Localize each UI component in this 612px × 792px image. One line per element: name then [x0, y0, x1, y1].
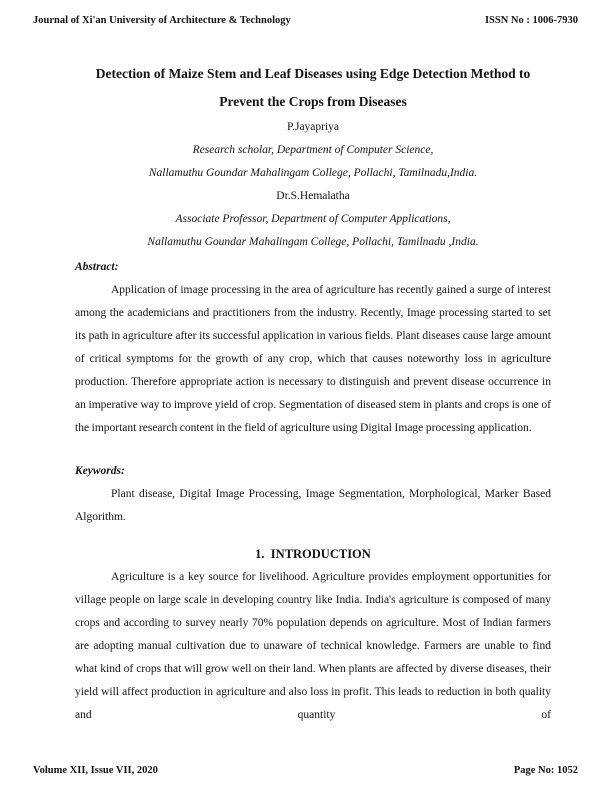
abstract-heading: Abstract: [75, 261, 119, 273]
page-footer [33, 765, 578, 776]
paper-title-line-2: Prevent the Crops from Diseases [219, 94, 407, 109]
author-affiliation-1: Nallamuthu Goundar Mahalingam College, Pollachi, Tamilnadu,India. [148, 167, 478, 179]
paper-title [75, 60, 551, 116]
author-affiliation-2: Nallamuthu Goundar Mahalingam College, Pollachi, Tamilnadu ,India. [147, 236, 479, 248]
issn-number: ISSN No : 1006-7930 [484, 15, 578, 26]
author-role-2: Associate Professor, Department of Computer Applications, [175, 213, 451, 225]
introduction-text: Agriculture is a key source for livelihood. Agriculture provides employment opportunities for village people on large scale in developing country like India. India's agriculture is composed of many crops and according to survey nearly 70% population depends on agriculture. Most of Indian farmers are adopting manual cultivation due to unaware of technical knowledge. Farmers are unable to find what kind of crops that will grow well on their land. When plants are affected by diverse diseases, their yield will affect production in agriculture and also loss in profit. This leads to reduction in both quality and quantity of [75, 571, 551, 721]
author-role-1: Research scholar, Department of Computer Science, [192, 144, 434, 156]
author-block [75, 116, 551, 254]
author-name-2: Dr.S.Hemalatha [276, 190, 350, 202]
author-name-1: P.Jayapriya [286, 121, 340, 133]
keywords-text: Plant disease, Digital Image Processing, Image Segmentation, Morphological, Marker Based Algorithm. [75, 488, 551, 523]
page-number: Page No: 1052 [513, 765, 578, 776]
keywords-heading: Keywords: [75, 465, 125, 477]
volume-issue-info: Volume XII, Issue VII, 2020 [33, 765, 158, 776]
paper-title-line-1: Detection of Maize Stem and Leaf Diseases using Edge Detection Method to [95, 66, 531, 81]
abstract-text: Application of image processing in the area of agriculture has recently gained a surge of interest among the academicians and practitioners from the industry. Recently, Image processing started to set its path in agriculture after its successful application in various fields. Plant diseases cause large amount of critical symptoms for the growth of any crop, which that causes noteworthy loss in agriculture production. Therefore appropriate action is necessary to distinguish and prevent disease occurrence in an imperative way to improve yield of crop. Segmentation of diseased stem in plants and crops is one of the important research content in the field of agriculture using Digital Image processing application. [75, 284, 551, 434]
page-body [75, 0, 551, 727]
journal-name: Journal of Xi'an University of Architecture & Technology [33, 15, 291, 26]
section-heading-introduction: 1. INTRODUCTION [255, 547, 371, 561]
